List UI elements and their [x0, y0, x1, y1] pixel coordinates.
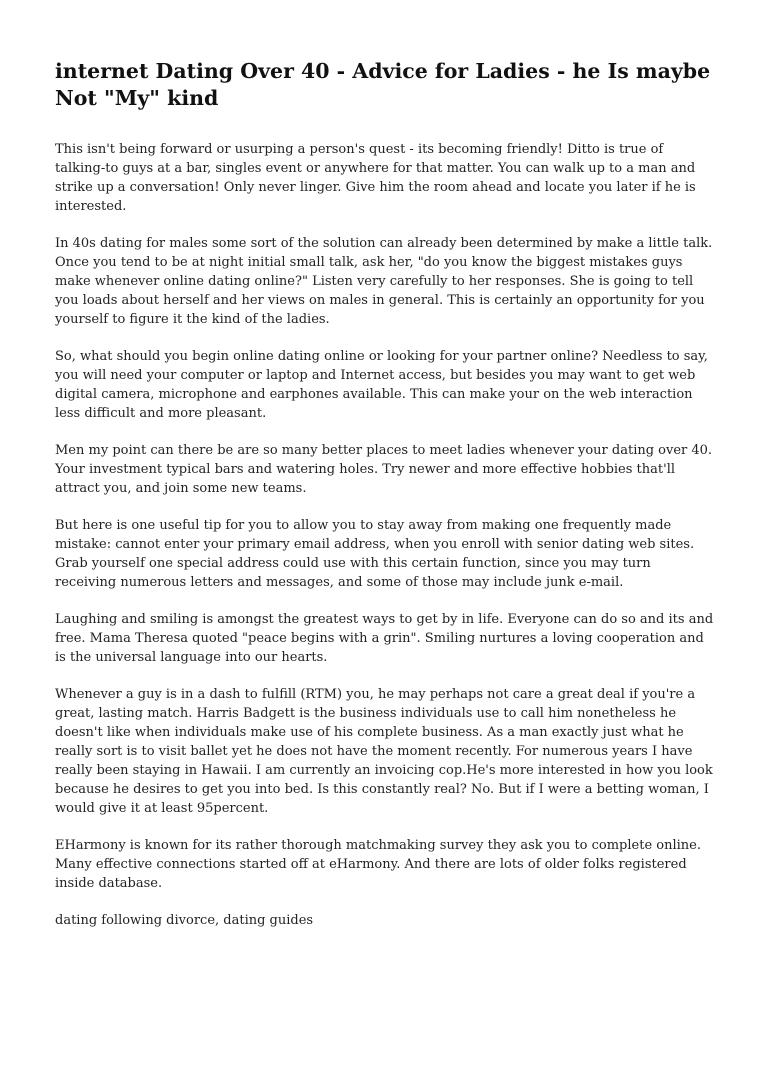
paragraph-8: EHarmony is known for its rather thorough matchmaking survey they ask you to complete online. Many effective connections started off at eHarmony. And there are lots of older folks registered inside database. — [55, 838, 701, 891]
paragraph-4: Men my point can there be are so many better places to meet ladies whenever your dating over 40. Your investment typical bars and watering holes. Try newer and more effective hobbies that'll attract you, and join some new teams. — [55, 443, 713, 496]
document-page — [55, 58, 715, 948]
paragraph-7: Whenever a guy is in a dash to fulfill (RTM) you, he may perhaps not care a great deal if you're a great, lasting match. Harris Badgett is the business individuals use to call him nonetheless he doesn't like when individuals make use of his complete business. As a man exactly just what he really sort is to visit ballet yet he does not have the moment recently. For numerous years I have really been staying in Hawaii. I am currently an invoicing cop.He's more interested in how you look because he desires to get you into bed. Is this constantly real? No. But if I were a betting woman, I would give it at least 95percent. — [55, 687, 713, 816]
paragraph-1: This isn't being forward or usurping a person's quest - its becoming friendly! Ditto is true of talking-to guys at a bar, singles event or anywhere for that matter. You can walk up to a man and strike up a conversation! Only never linger. Give him the room ahead and locate you later if he is interested. — [55, 142, 696, 214]
paragraph-2: In 40s dating for males some sort of the solution can already been determined by make a little talk. Once you tend to be at night initial small talk, ask her, "do you know the biggest mistakes guys make whenever online dating online?" Listen very carefully to her responses. She is going to tell you loads about herself and her views on males in general. This is certainly an opportunity for you yourself to figure it the kind of the ladies. — [55, 236, 713, 327]
paragraph-6: Laughing and smiling is amongst the greatest ways to get by in life. Everyone can do so and its and free. Mama Theresa quoted "peace begins with a grin". Smiling nurtures a loving cooperation and is the universal language into our hearts. — [55, 612, 714, 665]
tags-line: dating following divorce, dating guides — [55, 913, 314, 928]
paragraph-3: So, what should you begin online dating online or looking for your partner online? Needless to say, you will need your computer or laptop and Internet access, but besides you may want to get web digital camera, microphone and earphones available. This can make your on the web interaction less difficult and more pleasant. — [55, 349, 708, 421]
paragraph-5: But here is one useful tip for you to allow you to stay away from making one frequently made mistake: cannot enter your primary email address, when you enroll with senior dating web sites. Grab yourself one special address could use with this certain function, since you may turn receiving numerous letters and messages, and some of those may include junk e-mail. — [55, 518, 695, 590]
page-title: internet Dating Over 40 - Advice for Ladies - he Is maybe Not "My" kind — [55, 59, 711, 110]
